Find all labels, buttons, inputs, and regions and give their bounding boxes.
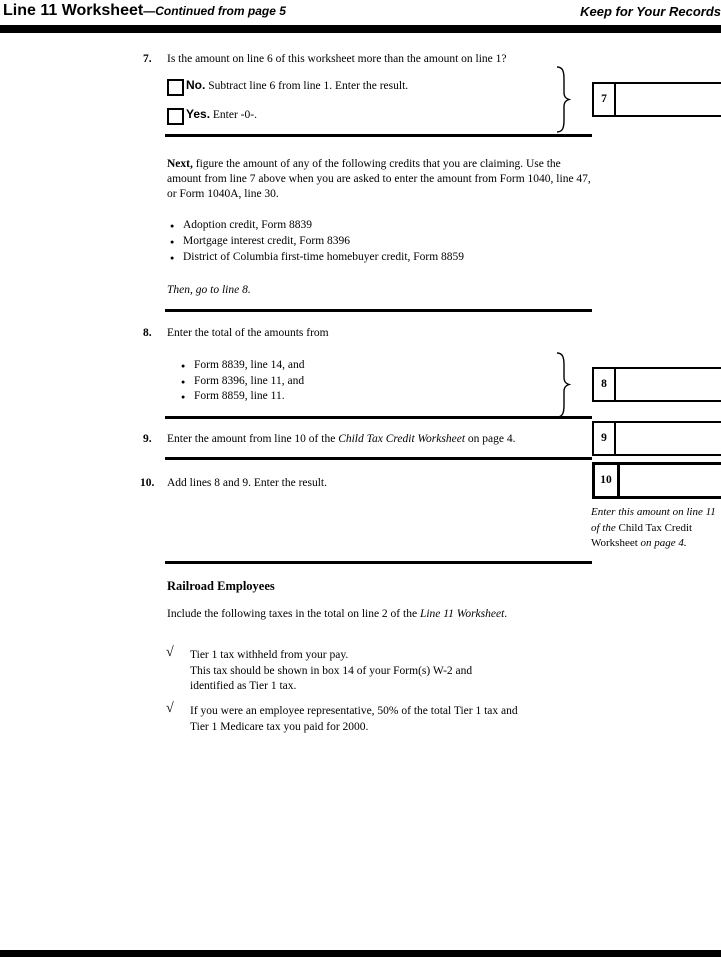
line-8-bullet-1-text: Form 8839, line 14, and [194,359,305,371]
line-8-bullet-3 [181,389,305,405]
yes-label: Yes. [186,107,211,121]
line-9-amount-entry[interactable] [616,423,721,454]
line-10-box-number: 10 [595,465,620,496]
divider-under-line-8 [165,416,592,419]
line-10-number: 10. [140,477,155,489]
bullet-icon: ● [170,222,175,230]
bullet-icon: ● [170,238,175,246]
line-8-text: Enter the total of the amounts from [167,327,329,339]
yes-text: Enter -0-. [210,109,257,121]
railroad-item-1 [190,648,472,695]
line-8-amount-entry[interactable] [616,369,721,400]
railroad-item-2-line-2: Tier 1 Medicare tax you paid for 2000. [190,720,369,733]
bullet-icon: ● [181,393,186,401]
check-icon: √ [166,701,174,716]
bullet-icon: ● [181,377,186,386]
credit-bullet-3-text: District of Columbia first-time homebuyer credit, Form 8859 [183,251,465,263]
page-title [3,1,286,21]
line-9-amount-box [592,421,721,456]
credit-bullet-3 [170,250,464,266]
divider-under-line-7 [165,134,592,137]
credit-bullet-2 [170,234,464,250]
credit-bullet-2-text: Mortgage interest credit, Form 8396 [183,235,351,247]
credit-bullet-list [170,218,464,266]
bullet-icon: ● [181,362,186,370]
no-label: No. [186,78,206,92]
railroad-heading: Railroad Employees [167,579,275,593]
no-text: Subtract line 6 from line 1. Enter the result. [205,80,409,92]
line-9-worksheet-name: Child Tax Credit Worksheet [338,433,466,445]
line-10-amount-entry[interactable] [620,465,721,496]
page-title-continued: —Continued from page 5 [143,4,286,18]
line-7-no-checkbox[interactable] [167,79,184,96]
line-9-text [167,432,515,447]
keep-for-records-label: Keep for Your Records [580,4,721,19]
line-8-amount-box [592,367,721,402]
line-10-note [591,505,719,552]
line-7-number: 7. [143,53,152,65]
top-rule-bar [0,25,721,33]
next-text: figure the amount of any of the following credits that you are claiming. Use the amount from line 7 above when you are asked to enter the amount from Form 1040, line 47, or Form 1040A, line 30. [167,158,591,200]
line-10-text: Add lines 8 and 9. Enter the result. [167,477,328,489]
note-italic-after: on page 4. [637,537,687,549]
line-8-box-number: 8 [594,369,616,400]
brace-line-7 [556,66,571,133]
line-8-bullet-3-text: Form 8859, line 11. [194,390,285,402]
railroad-worksheet-name: Line 11 Worksheet [419,608,505,620]
line-9-box-number: 9 [594,423,616,454]
line-9-text-after: on page 4. [465,433,516,445]
railroad-item-1-line-1: Tier 1 tax withheld from your pay. [190,649,349,661]
note-italic-before: Enter this amount on line 11 of the [591,506,716,534]
next-lead: Next, [167,158,193,170]
line-7-box-number: 7 [594,84,616,115]
railroad-intro-before: Include the following taxes in the total on line 2 of the [167,608,420,620]
line-7-amount-box [592,82,721,117]
railroad-intro-after: . [504,608,508,620]
line-7-yes-checkbox[interactable] [167,108,184,125]
then-go-to-line-8: Then, go to line 8. [167,284,251,296]
line-7-no-option [186,78,408,94]
divider-under-line-9 [165,457,592,460]
railroad-item-2-line-1: If you were an employee representative, 50% of the total Tier 1 tax and [190,705,518,717]
credit-bullet-1-text: Adoption credit, Form 8839 [183,219,313,231]
railroad-item-2 [190,704,518,735]
brace-line-8 [556,352,571,418]
railroad-item-1-line-3: identified as Tier 1 tax. [190,680,297,693]
next-instructions [167,157,595,202]
line-8-bullet-list [181,358,305,405]
bottom-rule-bar [0,950,721,957]
railroad-intro [167,607,615,623]
line-8-bullet-1 [181,358,305,374]
check-icon: √ [166,645,174,660]
bullet-icon: ● [170,254,175,262]
line-7-question: Is the amount on line 6 of this worksheet more than the amount on line 1? [167,53,507,65]
line-10-amount-box [592,462,721,499]
line-8-bullet-2-text: Form 8396, line 11, and [194,374,305,387]
divider-under-line-10 [165,561,592,564]
railroad-item-1-line-2: This tax should be shown in box 14 of your Form(s) W-2 and [190,664,473,677]
line-8-number: 8. [143,327,152,339]
divider-above-line-8 [165,309,592,312]
line-9-number: 9. [143,433,152,445]
note-worksheet-name: Child Tax Credit Worksheet [591,521,693,549]
credit-bullet-1 [170,218,464,234]
line-7-yes-option [186,107,257,123]
page-title-main: Line 11 Worksheet [3,2,144,19]
line-9-text-before: Enter the amount from line 10 of the [167,433,339,445]
line-7-amount-entry[interactable] [616,84,721,115]
line-8-bullet-2 [181,374,305,390]
